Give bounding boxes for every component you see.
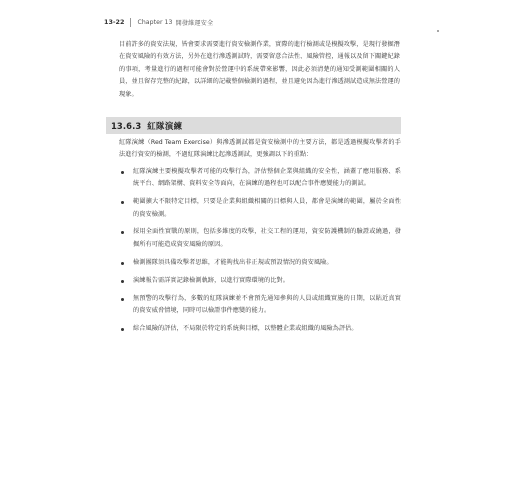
intro-block [119,39,401,101]
section-heading [106,117,401,134]
chapter-label: Chapter 13 [137,18,173,26]
list-item-text: 採用全面性實戰的原則，包括多維度的攻擊，社交工程的運用，資安防護機制的驗證或繞過，發掘所有可能造成資安風險的原因。 [133,228,401,248]
corner-mark [437,30,439,32]
bullet-icon [121,328,124,331]
header-divider [130,18,131,27]
chapter-title: 開發維運安全 [175,19,214,27]
bullet-icon [121,262,124,265]
list-item-text: 無預警的攻擊行為，多數的紅隊演練並不會預先通知參與的人員或組織實施的日期，以貼近真實的資安威脅情境，同時可以檢證事件應變的能力。 [133,294,401,314]
section-intro-paragraph: 紅隊演練（Red Team Exercise）與滲透測試都是資安檢測中的主要方法，都是透過模擬攻擊者的手法進行資安的檢測，不過紅隊演練比起滲透測試，更強調以下的重點： [119,139,401,159]
bullet-icon [121,298,124,301]
bullet-icon [121,280,124,283]
list-item-text: 檢測團隊須具備攻擊者思維，才能夠找出非正規或預設情況的資安風險。 [133,258,333,266]
list-item [119,196,401,221]
list-item [119,323,401,335]
list-item-text: 範圍擴大不限特定目標，只要是企業與組織相關的目標與人員，都會是演練的範圍，屬於全面性的資安檢測。 [133,198,401,218]
list-item-text: 演練報告需詳實記錄檢測軌跡，以進行實際環境的比對。 [133,276,289,284]
section-number: 13.6.3 [111,120,142,131]
list-item [119,275,401,287]
list-item-text: 紅隊演練主要模擬攻擊者可能的攻擊行為，評估整個企業與組織的安全性，涵蓋了應用服務、系統平台、網路架構、資料安全等面向，在演練的過程也可以配合事件應變能力的測試。 [133,167,401,188]
bullet-icon [121,171,124,174]
running-header [104,16,213,28]
bullet-icon [121,201,124,204]
list-item [119,293,401,318]
list-item [119,166,401,191]
list-item-text: 綜合風險的評估，不局限於特定的系統與目標，以整體企業或組織的風險為評估。 [133,324,358,332]
section-body [119,137,401,341]
page-number: 13-22 [104,18,125,26]
bullet-icon [121,231,124,234]
list-item [119,226,401,251]
list-item [119,257,401,269]
intro-paragraph: 目前許多的資安法規，皆會要求需要進行資安檢測作業，實際的進行檢測或是模擬攻擊，是現行發掘潛在資安風險的有效方法，另外在進行滲透測試時，需要留意合法性、風險管控，通報以及留下關鍵紀錄的事項，考量進行的過程可能會對於營運中的系統帶來影響，因此必須清楚的通知受測範圍相關的人員，並且留存完整的紀錄，以詳細的記載整個檢測的過程，並且避免因為進行滲透測試造成無法營運的現象。 [119,41,400,98]
section-title: 紅隊演練 [147,120,183,131]
bullet-list [119,166,401,335]
